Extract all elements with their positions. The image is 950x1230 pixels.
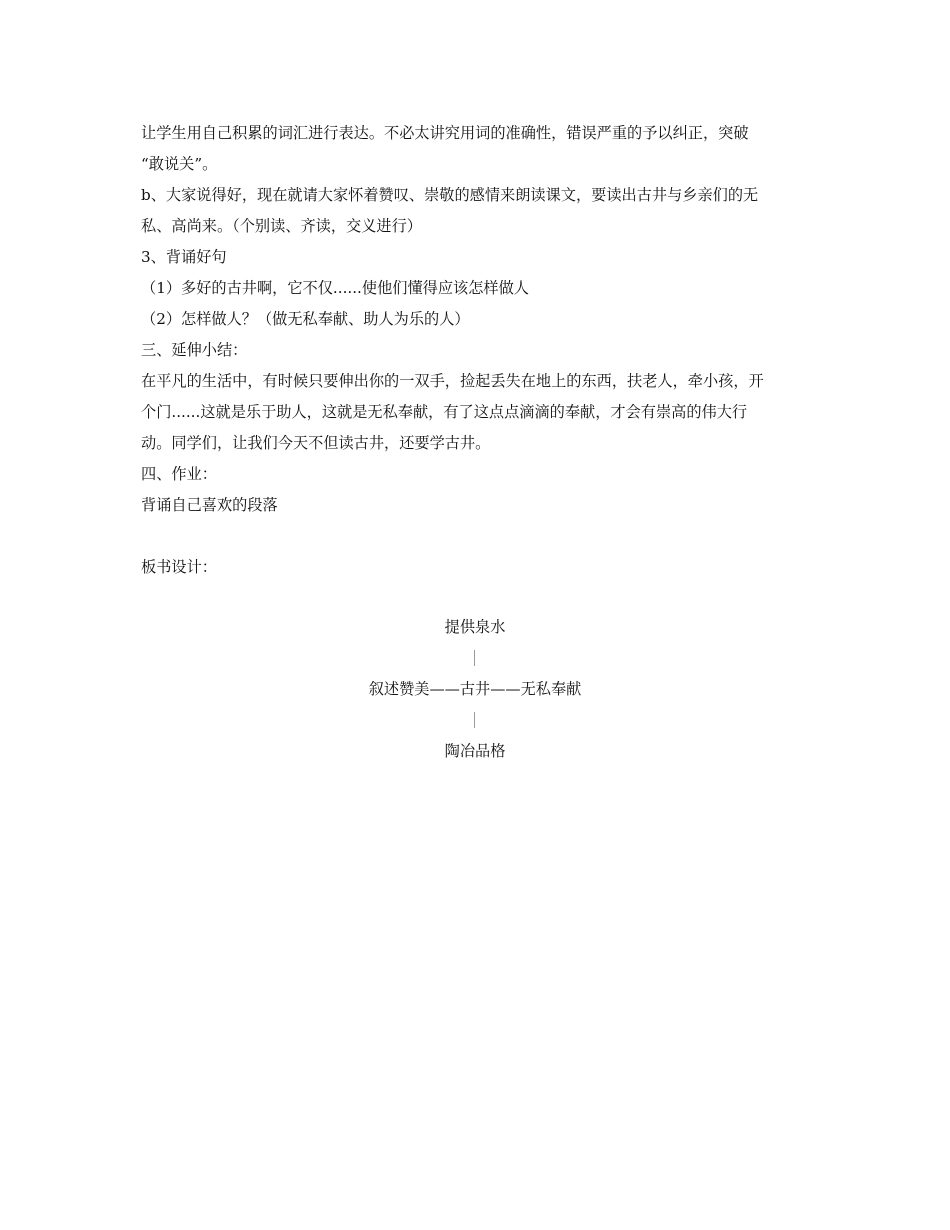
board-connector	[474, 650, 475, 666]
paragraph-line: 个门......这就是乐于助人，这就是无私奉献，有了这点点滴滴的奉献，才会有崇高的伟大行	[141, 403, 748, 421]
lesson-plan-text	[141, 118, 816, 583]
board-connector	[474, 712, 475, 728]
list-subitem: （2）怎样做人？（做无私奉献、助人为乐的人）	[141, 310, 470, 328]
board-node-top: 提供泉水	[444, 618, 506, 636]
paragraph-line: b、大家说得好，现在就请大家怀着赞叹、崇敬的感情来朗读课文，要读出古井与乡亲们的无	[141, 186, 759, 204]
section-heading: 四、作业：	[141, 465, 217, 483]
list-item-heading: 3、背诵好句	[141, 248, 227, 266]
paragraph-line: 动。同学们，让我们今天不但读古井，还要学古井。	[141, 434, 491, 452]
board-node-bottom: 陶冶品格	[444, 742, 506, 760]
homework-text: 背诵自己喜欢的段落	[141, 496, 278, 514]
blank-line	[141, 521, 816, 552]
list-subitem: （1）多好的古井啊，它不仅......使他们懂得应该怎样做人	[141, 279, 529, 297]
paragraph-line: 在平凡的生活中，有时候只要伸出你的一双手，捡起丢失在地上的东西，扶老人，牵小孩，开	[141, 372, 764, 390]
paragraph-line: “敢说关”。	[141, 155, 218, 173]
board-design-heading: 板书设计：	[141, 558, 217, 576]
paragraph-line: 让学生用自己积累的词汇进行表达。不必太讲究用词的准确性，错误严重的予以纠正，突破	[141, 124, 749, 142]
section-heading: 三、延伸小结：	[141, 341, 248, 359]
board-node-middle: 叙述赞美——古井——无私奉献	[368, 680, 582, 698]
paragraph-line: 私、高尚来。（个别读、齐读，交义进行）	[141, 217, 422, 235]
